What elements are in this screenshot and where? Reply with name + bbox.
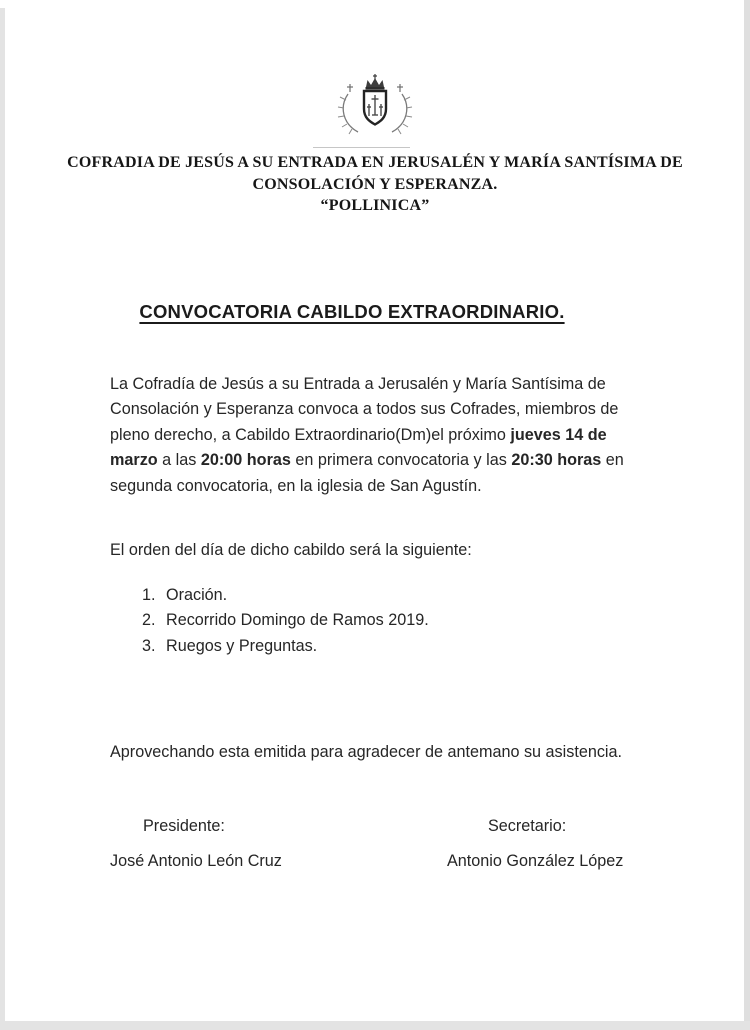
cofradia-crest-icon bbox=[336, 74, 414, 143]
org-nickname: “POLLINICA” bbox=[320, 197, 430, 214]
agenda-item-number: 1. bbox=[142, 586, 156, 604]
president-role-label: Presidente: bbox=[143, 817, 225, 835]
main-paragraph bbox=[110, 372, 655, 499]
agenda-item bbox=[142, 608, 429, 633]
agenda-item-text: Recorrido Domingo de Ramos 2019. bbox=[166, 611, 429, 630]
paragraph-line: Consolación y Esperanza convoca a todos sus Cofrades, miembros de bbox=[110, 400, 619, 419]
org-name-line1: COFRADIA DE JESÚS A SU ENTRADA EN JERUSALÉN Y MARÍA SANTÍSIMA DE bbox=[67, 154, 683, 171]
document-title-text: CONVOCATORIA CABILDO EXTRAORDINARIO. bbox=[139, 301, 565, 322]
paragraph-line: pleno derecho, a Cabildo Extraordinario(Dm)el próximo jueves 14 de bbox=[110, 425, 607, 444]
secretary-role-label: Secretario: bbox=[488, 817, 567, 835]
scan-edge-left bbox=[0, 8, 5, 1030]
scan-edge-bottom bbox=[0, 1021, 750, 1030]
secretary-name: Antonio González López bbox=[447, 852, 624, 870]
agenda-item bbox=[142, 583, 429, 608]
paragraph-line: marzo a las 20:00 horas en primera convocatoria y las 20:30 horas en bbox=[110, 451, 624, 470]
agenda-intro: El orden del día de dicho cabildo será la siguiente: bbox=[110, 541, 472, 559]
agenda-item-text: Oración. bbox=[166, 586, 228, 604]
document-title bbox=[0, 301, 750, 323]
agenda-item-text: Ruegos y Preguntas. bbox=[166, 636, 318, 655]
org-header bbox=[40, 152, 710, 217]
paragraph-line: segunda convocatoria, en la iglesia de San Agustín. bbox=[110, 476, 482, 495]
agenda-item-number: 2. bbox=[142, 611, 156, 630]
agenda-item-number: 3. bbox=[142, 636, 156, 655]
org-name-line2: CONSOLACIÓN Y ESPERANZA. bbox=[252, 175, 498, 193]
scan-edge-right bbox=[744, 0, 750, 1030]
paragraph-line: La Cofradía de Jesús a su Entrada a Jerusalén y María Santísima de bbox=[110, 375, 606, 393]
agenda-list bbox=[142, 583, 429, 659]
president-name: José Antonio León Cruz bbox=[110, 852, 282, 870]
agenda-item bbox=[142, 634, 429, 659]
closing-sentence: Aprovechando esta emitida para agradecer de antemano su asistencia. bbox=[110, 743, 623, 761]
crest-baseline-rule bbox=[313, 147, 410, 148]
